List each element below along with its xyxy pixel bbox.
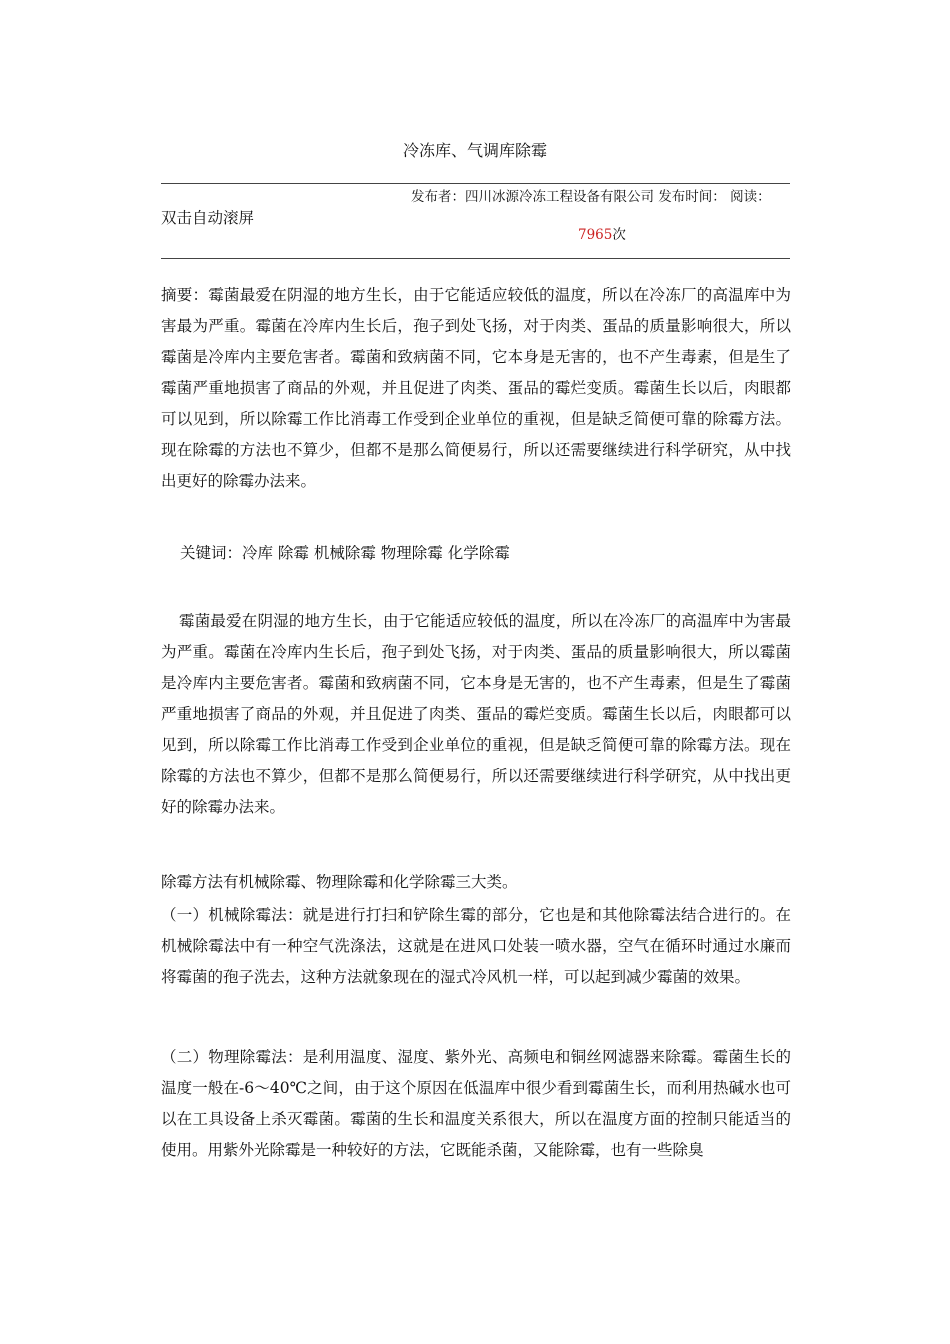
- header-bottom-rule: [161, 258, 790, 259]
- document-title: 冷冻库、气调库除霉: [402, 141, 547, 160]
- keywords-line: 关键词：冷库 除霉 机械除霉 物理除霉 化学除霉: [180, 544, 510, 562]
- publisher-info: 发布者：四川冰源冷冻工程设备有限公司 发布时间： 阅读：: [411, 189, 771, 205]
- header-top-rule: [161, 183, 790, 184]
- auto-scroll-hint[interactable]: 双击自动滚屏: [161, 209, 255, 227]
- read-count: 7965: [578, 227, 613, 243]
- mechanical-method-paragraph: （一）机械除霉法：就是进行打扫和铲除生霉的部分，它也是和其他除霉法结合进行的。在机械除霉法中有一种空气洗涤法，这就是在进风口处装一喷水器，空气在循环时通过水廉而将霉菌的孢子洗去，这种方法就象现在的湿式冷风机一样，可以起到减少霉菌的效果。: [161, 906, 791, 986]
- physical-method-paragraph: （二）物理除霉法：是利用温度、湿度、紫外光、高频电和铜丝网滤器来除霉。霉菌生长的温度一般在-6～40℃之间，由于这个原因在低温库中很少看到霉菌生长，而利用热碱水也可以在工具设备上杀灭霉菌。霉菌的生长和温度关系很大，所以在温度方面的控制只能适当的使用。用紫外光除霉是一种较好的方法，它既能杀菌，又能除霉，也有一些除臭: [161, 1048, 791, 1159]
- read-count-suffix: 次: [612, 227, 626, 243]
- body-intro-paragraph: 霉菌最爱在阴湿的地方生长，由于它能适应较低的温度，所以在冷冻厂的高温库中为害最为严重。霉菌在冷库内生长后，孢子到处飞扬，对于肉类、蛋品的质量影响很大，所以霉菌是冷库内主要危害者。霉菌和致病菌不同，它本身是无害的，也不产生毒素，但是生了霉菌严重地损害了商品的外观，并且促进了肉类、蛋品的霉烂变质。霉菌生长以后，肉眼都可以见到，所以除霉工作比消毒工作受到企业单位的重视，但是缺乏简便可靠的除霉方法。现在除霉的方法也不算少，但都不是那么简便易行，所以还需要继续进行科学研究，从中找出更好的除霉办法来。: [161, 612, 791, 816]
- methods-summary-line: 除霉方法有机械除霉、物理除霉和化学除霉三大类。: [161, 873, 518, 891]
- abstract-paragraph: 摘要：霉菌最爱在阴湿的地方生长，由于它能适应较低的温度，所以在冷冻厂的高温库中为害最为严重。霉菌在冷库内生长后，孢子到处飞扬，对于肉类、蛋品的质量影响很大，所以霉菌是冷库内主要危害者。霉菌和致病菌不同，它本身是无害的，也不产生毒素，但是生了霉菌严重地损害了商品的外观，并且促进了肉类、蛋品的霉烂变质。霉菌生长以后，肉眼都可以见到，所以除霉工作比消毒工作受到企业单位的重视，但是缺乏简便可靠的除霉方法。现在除霉的方法也不算少，但都不是那么简便易行，所以还需要继续进行科学研究，从中找出更好的除霉办法来。: [161, 286, 791, 490]
- read-count-line: [578, 225, 626, 245]
